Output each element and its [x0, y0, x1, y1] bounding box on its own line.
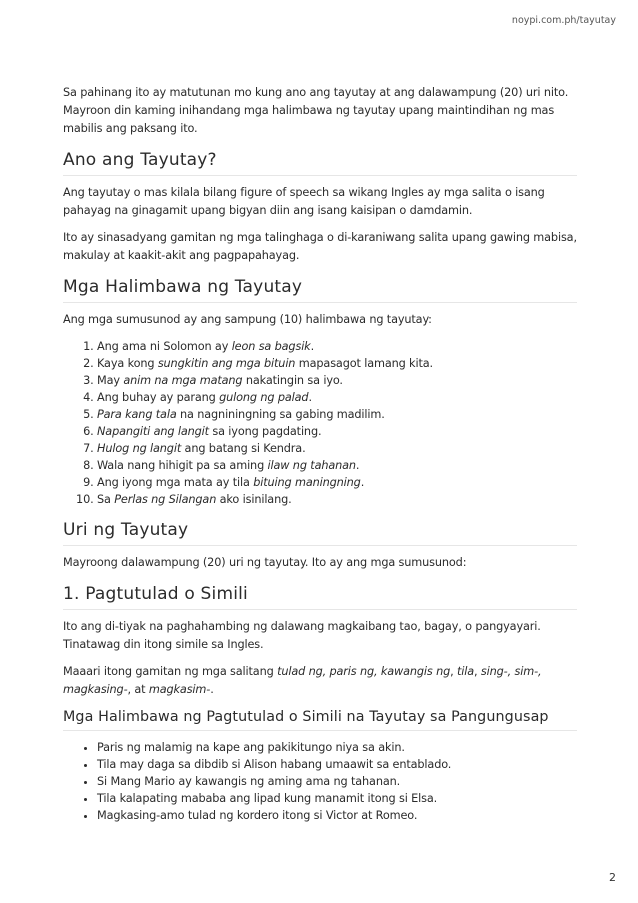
emphasized-phrase: tila [457, 665, 475, 678]
emphasized-phrase: sungkitin ang mga bituin [157, 357, 296, 370]
text-run: , [450, 665, 457, 678]
emphasized-phrase: Napangiti ang langit [97, 425, 209, 438]
heading-ano-ang-tayutay: Ano ang Tayutay? [63, 150, 577, 176]
text-run: na nagniningning sa gabing madilim. [176, 408, 385, 421]
pagtutulad-definition: Ito ang di-tiyak na paghahambing ng dalawang magkaibang tao, bagay, o pangyayari. Tinatawag din itong simile sa Ingles. [63, 620, 541, 651]
emphasized-phrase: Para kang tala [97, 408, 177, 421]
text-run: Ang buhay ay parang [97, 391, 220, 404]
emphasized-phrase: tulad ng, paris ng, kawangis ng [277, 665, 451, 678]
example-item [97, 389, 577, 406]
text-run: mapasagot lamang kita. [295, 357, 433, 370]
example-item [97, 440, 577, 457]
text-run: Ang iyong mga mata ay tila [97, 476, 254, 489]
examples-intro: Ang mga sumusunod ay ang sampung (10) halimbawa ng tayutay: [63, 313, 432, 326]
text-run: , at [127, 683, 149, 696]
example-item [97, 406, 577, 423]
emphasized-phrase: Hulog ng langit [97, 442, 182, 455]
example-item [97, 372, 577, 389]
example-item [97, 457, 577, 474]
emphasized-phrase: ilaw ng tahanan [267, 459, 356, 472]
text-run: sa iyong pagdating. [208, 425, 322, 438]
simili-example-item: • Tila kalapating mababa ang lipad kung manamit itong si Elsa. [97, 790, 577, 807]
heading-uri-ng-tayutay: Uri ng Tayutay [63, 520, 577, 546]
example-item [97, 491, 577, 508]
source-url: noypi.com.ph/tayutay [511, 15, 616, 26]
example-item [97, 423, 577, 440]
intro-paragraph: Sa pahinang ito ay matutunan mo kung ano ang tayutay at ang dalawampung (20) uri nito. Mayroon din kaming inihandang mga halimbawa ng tayutay upang maintindihan ng mas mabilis ang paksang ito. [63, 86, 569, 135]
simili-example-item: • Si Mang Mario ay kawangis ng aming ama ng tahanan. [97, 773, 577, 790]
emphasized-phrase: bituing maningning [253, 476, 361, 489]
examples-list [63, 338, 577, 508]
simili-example-item: • Tila may daga sa dibdib si Alison habang umaawit sa entablado. [97, 756, 577, 773]
page-number: 2 [609, 871, 616, 884]
purpose-paragraph: Ito ay sinasadyang gamitan ng mga talinghaga o di-karaniwang salita upang gawing mabisa, makulay at kaakit-akit ang pagpapahayag. [63, 231, 577, 262]
emphasized-phrase: gulong ng palad [219, 391, 309, 404]
definition-paragraph: Ang tayutay o mas kilala bilang figure of speech sa wikang Ingles ay mga salita o isang pahayag na ginagamit upang bigyan diin ang isang kaisipan o damdamin. [63, 186, 545, 217]
text-run: May [97, 374, 124, 387]
pagtutulad-usage [63, 663, 577, 699]
emphasized-phrase: anim na mga matang [123, 374, 243, 387]
text-run: ako isinilang. [216, 493, 292, 506]
example-item [97, 474, 577, 491]
text-run: Sa [97, 493, 115, 506]
article-body [63, 84, 577, 833]
simili-example-item: • Paris ng malamig na kape ang pakikitungo niya sa akin. [97, 739, 577, 756]
emphasized-phrase: Perlas ng Silangan [114, 493, 217, 506]
text-run: . [310, 340, 315, 353]
heading-pagtutulad: 1. Pagtutulad o Simili [63, 584, 577, 610]
emphasized-phrase: magkasim- [148, 683, 211, 696]
simili-examples-list [63, 739, 577, 824]
text-run: , [474, 665, 481, 678]
text-run: Kaya kong [97, 357, 158, 370]
text-run: Wala nang hihigit pa sa aming [97, 459, 268, 472]
example-item [97, 355, 577, 372]
text-run: . [210, 683, 214, 696]
text-run: Maaari itong gamitan ng mga salitang [63, 665, 278, 678]
text-run: ang batang si Kendra. [181, 442, 306, 455]
text-run: . [355, 459, 360, 472]
emphasized-phrase: leon sa bagsik [231, 340, 311, 353]
example-item [97, 338, 577, 355]
text-run: . [360, 476, 365, 489]
heading-mga-halimbawa: Mga Halimbawa ng Tayutay [63, 277, 577, 303]
heading-pagtutulad-examples: Mga Halimbawa ng Pagtutulad o Simili na Tayutay sa Pangungusap [63, 709, 577, 731]
emphasized-phrase: sing-, sim-, magkasing- [63, 665, 542, 696]
text-run: Ang ama ni Solomon ay [97, 340, 232, 353]
text-run: nakatingin sa iyo. [242, 374, 343, 387]
simili-example-item: • Magkasing-amo tulad ng kordero itong si Victor at Romeo. [97, 807, 577, 824]
text-run: . [308, 391, 312, 404]
types-intro: Mayroong dalawampung (20) uri ng tayutay. Ito ay ang mga sumusunod: [63, 556, 467, 569]
